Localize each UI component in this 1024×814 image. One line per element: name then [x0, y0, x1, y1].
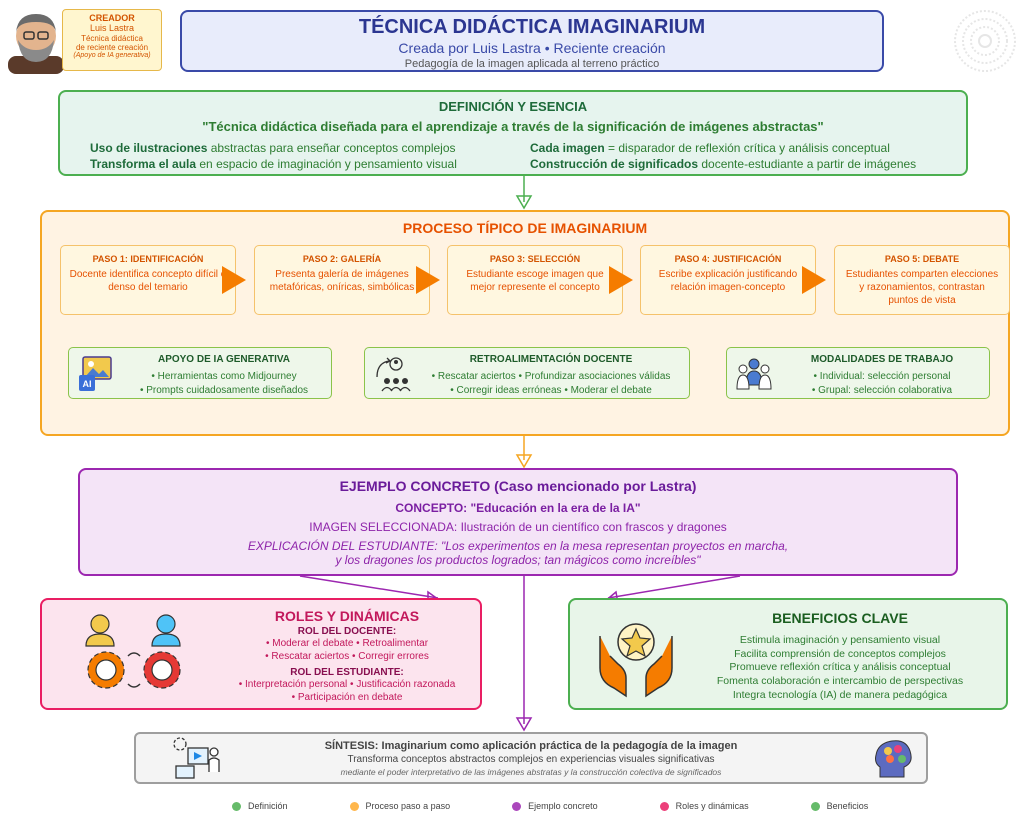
- definition-item: Construcción de significados docente-estudiante a partir de imágenes: [530, 157, 917, 171]
- ai-support-box: [68, 347, 332, 399]
- roles-content: [222, 626, 472, 704]
- legend-dot-icon: [660, 802, 669, 811]
- creator-info: [62, 9, 162, 71]
- legend-item: Beneficios: [811, 798, 869, 814]
- teacher-role-line: • Rescatar aciertos • Corregir errores: [265, 651, 429, 662]
- student-role-title: ROL DEL ESTUDIANTE:: [290, 667, 404, 678]
- teacher-role-line: • Moderar el debate • Retroalimentar: [265, 638, 429, 649]
- creator-desc-1: Técnica didáctica: [81, 33, 143, 43]
- creator-avatar-icon: [4, 6, 68, 74]
- process-step-2: [254, 245, 430, 315]
- step-title: PASO 3: SELECCIÓN: [489, 254, 581, 264]
- creator-card: [4, 6, 158, 74]
- legend-dot-icon: [232, 802, 241, 811]
- page-title: TÉCNICA DIDÁCTICA IMAGINARIUM: [358, 16, 706, 38]
- benefit-item: Promueve reflexión crítica y análisis conceptual: [729, 661, 951, 674]
- hands-star-icon: [592, 616, 680, 700]
- teacher-role-title: ROL DEL DOCENTE:: [297, 626, 397, 637]
- synthesis-heading: SÍNTESIS: Imaginarium como aplicación práctica de la pedagogía de la imagen: [324, 740, 738, 752]
- page-tagline: Pedagogía de la imagen aplicada al terreno práctico: [404, 58, 660, 70]
- benefits-list: [680, 634, 1000, 702]
- benefits-heading: BENEFICIOS CLAVE: [772, 610, 908, 626]
- benefit-item: Facilita comprensión de conceptos complejos: [734, 647, 946, 660]
- roles-gears-icon: [66, 610, 206, 700]
- step-text: Docente identifica concepto difícil o denso del temario: [69, 269, 227, 293]
- step-text: Escribe explicación justificando relación imagen-concepto: [658, 269, 798, 293]
- legend-item: Ejemplo concreto: [512, 798, 598, 814]
- legend-dot-icon: [512, 802, 521, 811]
- step-arrow-icon: [802, 266, 826, 294]
- colorful-brain-icon: [872, 737, 916, 781]
- student-role-line: • Participación en debate: [291, 692, 403, 703]
- legend-item: Roles y dinámicas: [660, 798, 749, 814]
- group-people-icon: [735, 355, 773, 393]
- step-text: Estudiantes comparten elecciones y razonamientos, contrastan puntos de vista: [845, 269, 999, 306]
- step-text: Estudiante escoge imagen que mejor represente el concepto: [466, 269, 604, 293]
- presentation-icon: [172, 736, 222, 780]
- definition-quote: "Técnica didáctica diseñada para el aprendizaje a través de la significación de imágenes abstractas": [202, 119, 824, 134]
- step-title: PASO 2: GALERÍA: [302, 254, 382, 264]
- benefit-item: Estimula imaginación y pensamiento visual: [739, 634, 941, 646]
- benefit-item: Fomenta colaboración e intercambio de perspectivas: [716, 674, 964, 687]
- process-step-4: [640, 245, 816, 315]
- synthesis-line-1: Transforma conceptos abstractos complejos en experiencias visuales significativas: [347, 754, 715, 765]
- benefits-section: [568, 598, 1008, 710]
- process-step-5: [834, 245, 1010, 315]
- feedback-title: RETROALIMENTACIÓN DOCENTE: [469, 354, 633, 365]
- definition-section: [58, 90, 968, 176]
- step-title: PASO 1: IDENTIFICACIÓN: [92, 254, 204, 264]
- legend-dot-icon: [811, 802, 820, 811]
- feedback-text: • Rescatar aciertos • Profundizar asociaciones válidas • Corregir ideas erróneas • Moderar el debate: [431, 371, 671, 396]
- modes-title: MODALIDADES DE TRABAJO: [810, 354, 954, 365]
- fingerprint-icon: [952, 8, 1018, 74]
- process-section: [40, 210, 1010, 436]
- title-box: [180, 10, 884, 72]
- step-text: Presenta galería de imágenes metafóricas, oníricas, simbólicas: [269, 269, 415, 293]
- process-step-1: [60, 245, 236, 315]
- example-explanation: EXPLICACIÓN DEL ESTUDIANTE: "Los experimentos en la mesa representan proyectos en marcha, y los dragones los productos logrados; tan mágicos como increíbles": [247, 539, 789, 568]
- feedback-box: [364, 347, 690, 399]
- step-arrow-icon: [609, 266, 633, 294]
- modes-box: [726, 347, 990, 399]
- legend-dot-icon: [350, 802, 359, 811]
- process-step-3: [447, 245, 623, 315]
- creator-desc-2: de reciente creación: [75, 42, 149, 52]
- example-concept: CONCEPTO: "Educación en la era de la IA": [395, 501, 641, 515]
- example-section: [78, 468, 958, 576]
- definition-item: Cada imagen = disparador de reflexión crítica y análisis conceptual: [530, 141, 890, 155]
- modes-text: • Individual: selección personal • Grupal: selección colaborativa: [811, 371, 953, 396]
- creator-label: CREADOR: [89, 13, 135, 23]
- example-image: IMAGEN SELECCIONADA: Ilustración de un científico con frascos y dragones: [309, 520, 727, 534]
- feedback-cycle-icon: [373, 355, 411, 393]
- legend: [232, 798, 869, 814]
- definition-item: Transforma el aula en espacio de imaginación y pensamiento visual: [90, 157, 457, 171]
- synthesis-line-2: mediante el poder interpretativo de las imágenes abstratas y la construcción colectiva de significados: [340, 767, 722, 777]
- step-arrow-icon: [222, 266, 246, 294]
- step-title: PASO 5: DEBATE: [884, 254, 960, 264]
- definition-heading: DEFINICIÓN Y ESENCIA: [438, 99, 588, 114]
- process-heading: PROCESO TÍPICO DE IMAGINARIUM: [402, 220, 648, 236]
- definition-item: Uso de ilustraciones abstractas para enseñar conceptos complejos: [90, 141, 456, 155]
- roles-section: [40, 598, 482, 710]
- creator-note: (Apoyo de IA generativa): [73, 52, 151, 60]
- creator-name: Luis Lastra: [89, 23, 135, 34]
- ai-support-text: • Herramientas como Midjourney • Prompts cuidadosamente diseñados: [139, 371, 309, 396]
- page-subtitle: Creada por Luis Lastra • Reciente creación: [398, 40, 666, 56]
- synthesis-section: [134, 732, 928, 784]
- step-arrow-icon: [416, 266, 440, 294]
- roles-heading: ROLES Y DINÁMICAS: [274, 608, 420, 624]
- step-title: PASO 4: JUSTIFICACIÓN: [674, 254, 782, 264]
- student-role-line: • Interpretación personal • Justificación razonada: [238, 679, 456, 690]
- ai-image-icon: [77, 355, 115, 393]
- ai-support-title: APOYO DE IA GENERATIVA: [157, 354, 291, 365]
- legend-item: Proceso paso a paso: [350, 798, 451, 814]
- benefit-item: Integra tecnología (IA) de manera pedagógica: [732, 688, 948, 701]
- legend-item: Definición: [232, 798, 288, 814]
- example-heading: EJEMPLO CONCRETO (Caso mencionado por Lastra): [339, 478, 697, 494]
- svg-text:AI: AI: [82, 379, 92, 389]
